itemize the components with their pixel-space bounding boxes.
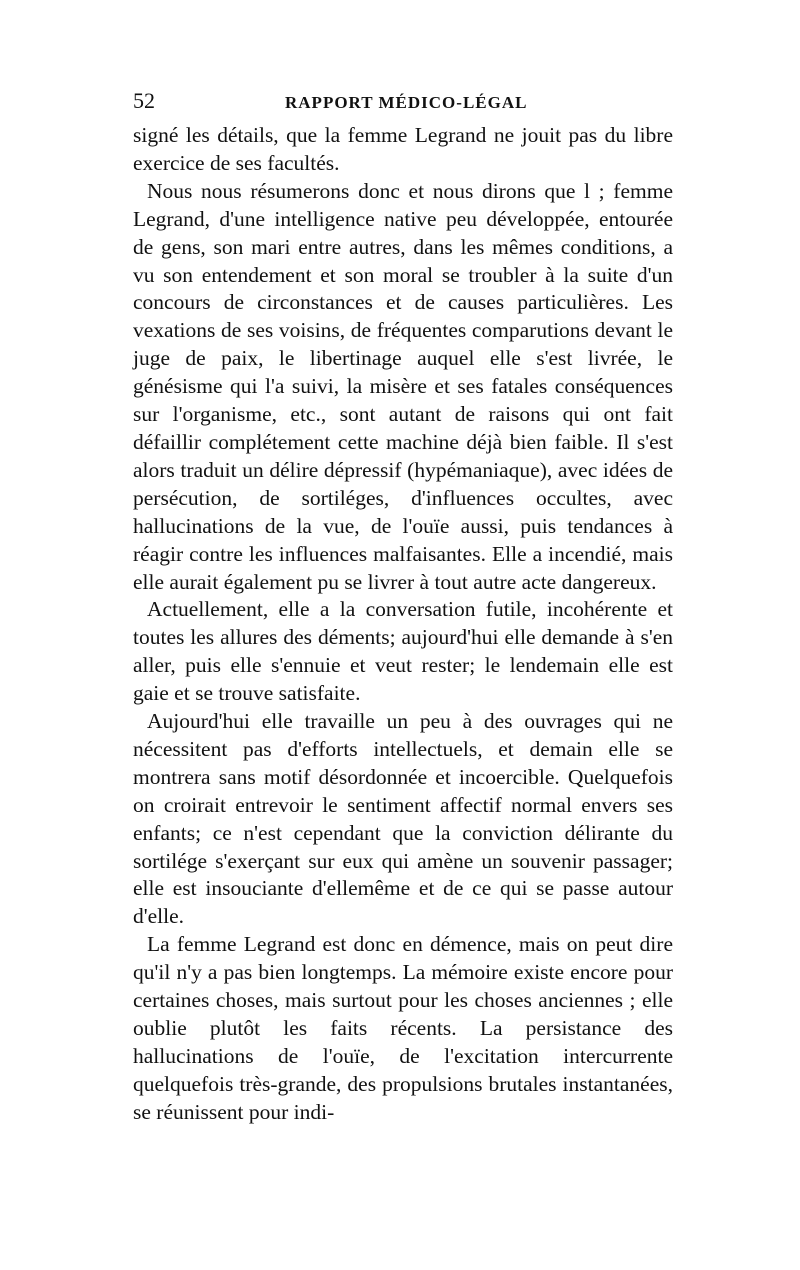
running-head: RAPPORT MÉDICO-LÉGAL <box>285 93 528 112</box>
page-header <box>133 88 673 122</box>
paragraph: Nous nous résumerons donc et nous dirons que l ; femme Legrand, d'une intelligence native peu développée, entourée de gens, son mari entre autres, dans les mêmes conditions, a vu son entendement et son moral se troubler à la suite d'un concours de circonstances et de causes particulières. Les vexations de ses voisins, de fréquentes comparutions devant le juge de paix, le libertinage auquel elle s'est livrée, le génésisme qui l'a suivi, la misère et ses fatales conséquences sur l'organisme, etc., sont autant de raisons qui ont fait défaillir complétement cette machine déjà bien faible. Il s'est alors traduit un délire dépressif (hypémaniaque), avec idées de persécution, de sortiléges, d'influences occultes, avec hallucinations de la vue, de l'ouïe aussi, puis tendances à réagir contre les influences malfaisantes. Elle a incendié, mais elle aurait également pu se livrer à tout autre acte dangereux. <box>133 178 673 594</box>
body-text <box>133 122 673 1127</box>
paragraph: Aujourd'hui elle travaille un peu à des ouvrages qui ne nécessitent pas d'efforts intellectuels, et demain elle se montrera sans motif désordonnée et incoercible. Quelquefois on croirait entrevoir le sentiment affectif normal envers ses enfants; ce n'est cependant que la conviction délirante du sortilége s'exerçant sur eux qui amène un souvenir passager; elle est insouciante d'ellemême et de ce qui se passe autour d'elle. <box>133 709 673 929</box>
page-number: 52 <box>133 88 155 113</box>
paragraph: Actuellement, elle a la conversation futile, incohérente et toutes les allures des déments; aujourd'hui elle demande à s'en aller, puis elle s'ennuie et veut rester; le lendemain elle est gaie et se trouve satisfaite. <box>133 597 673 706</box>
paragraph: La femme Legrand est donc en démence, mais on peut dire qu'il n'y a pas bien longtemps. La mémoire existe encore pour certaines choses, mais surtout pour les choses anciennes ; elle oublie plutôt les faits récents. La persistance des hallucinations de l'ouïe, de l'excitation intercurrente quelquefois très-grande, des propulsions brutales instantanées, se réunissent pour indi- <box>133 932 673 1124</box>
book-page <box>133 88 673 1127</box>
paragraph-continuation: signé les détails, que la femme Legrand ne jouit pas du libre exercice de ses facultés. <box>133 123 673 175</box>
